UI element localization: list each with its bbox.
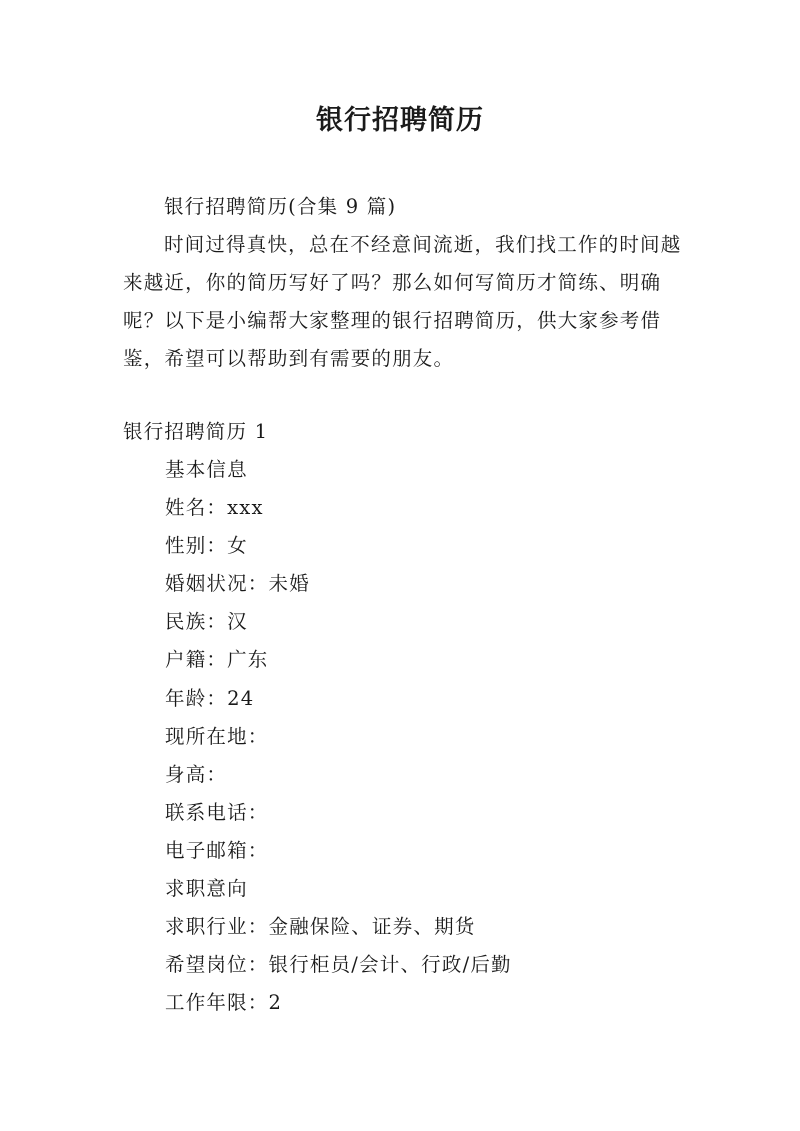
list-item: 求职意向 xyxy=(165,877,248,901)
section-heading: 银行招聘简历 1 xyxy=(123,420,269,443)
list-item: 姓名：xxx xyxy=(165,496,264,520)
list-item: 求职行业：金融保险、证券、期货 xyxy=(165,915,476,939)
list-item: 联系电话： xyxy=(165,800,269,824)
list-item: 户籍：广东 xyxy=(165,648,269,672)
list-item: 民族：汉 xyxy=(165,610,248,634)
intro-block xyxy=(123,188,688,378)
list-item: 婚姻状况：未婚 xyxy=(165,572,310,596)
list-item: 年龄：24 xyxy=(165,686,255,710)
list-item: 工作年限：2 xyxy=(165,991,283,1015)
intro-paragraph: 时间过得真快，总在不经意间流逝，我们找工作的时间越来越近，你的简历写好了吗？那么如何写简历才简练、明确呢？以下是小编帮大家整理的银行招聘简历，供大家参考借鉴，希望可以帮助到有需要的朋友。 xyxy=(123,233,682,370)
list-item: 身高： xyxy=(165,762,228,786)
collection-line: 银行招聘简历(合集 9 篇) xyxy=(163,195,397,218)
list-item: 希望岗位：银行柜员/会计、行政/后勤 xyxy=(165,953,512,977)
resume-field-list xyxy=(165,451,705,1022)
document-title: 银行招聘简历 xyxy=(316,105,484,136)
list-item: 性别：女 xyxy=(165,534,248,558)
list-item: 基本信息 xyxy=(165,458,248,481)
list-item: 现所在地： xyxy=(165,724,269,748)
list-item: 电子邮箱： xyxy=(165,838,269,862)
